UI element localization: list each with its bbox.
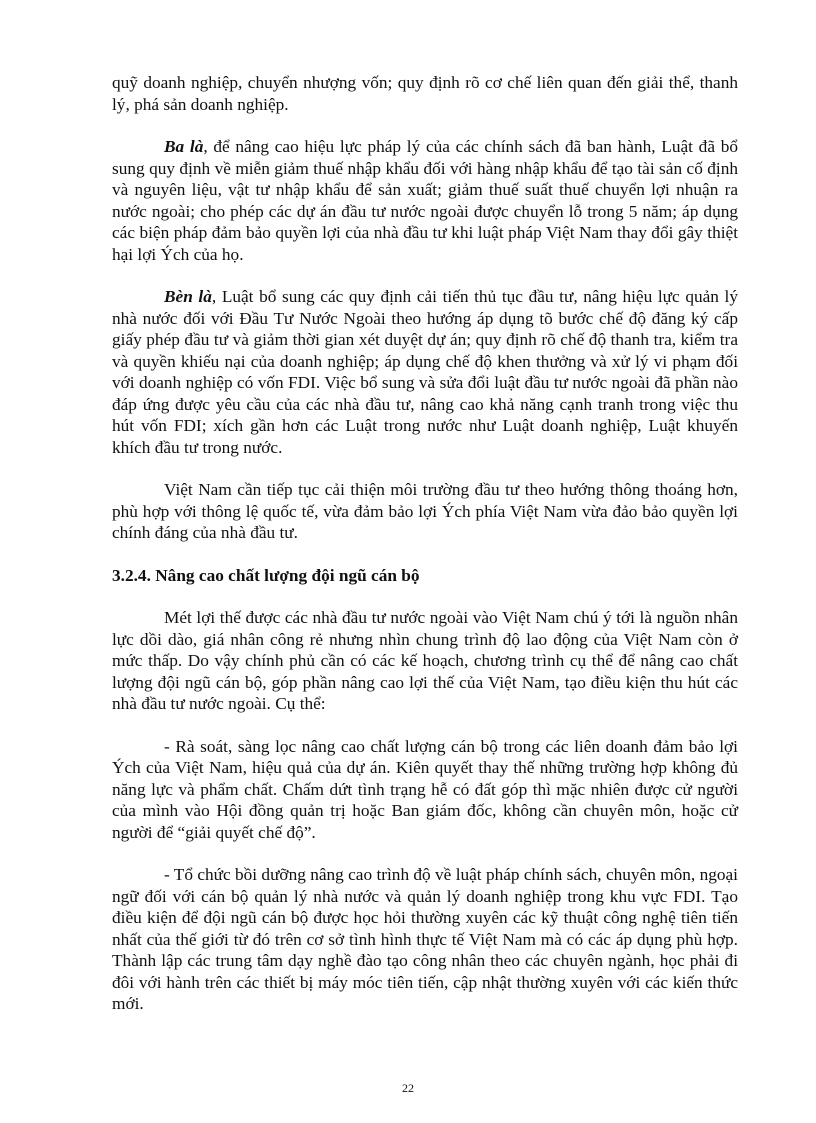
section-heading: 3.2.4. Nâng cao chất lượng đội ngũ cán bộ	[112, 565, 420, 585]
paragraph-3	[112, 286, 738, 458]
paragraph-3-lead: Bèn là	[164, 287, 212, 306]
paragraph-6: - Rà soát, sàng lọc nâng cao chất lượng cán bộ trong các liên doanh đảm bảo lợi Ých của Việt Nam, hiệu quả của dự án. Kiên quyết thay thế những trường hợp không đủ năng lực và phẩm chất. Chấm dứt tình trạng hễ có đất góp thì mặc nhiên được cử người của mình vào Hội đồng quản trị hoặc Ban giám đốc, không cần chuyên môn, hoặc cử người để “giải quyết chế độ”.	[112, 736, 738, 842]
page-number: 22	[402, 1081, 414, 1095]
document-page	[112, 72, 738, 1036]
paragraph-7: - Tổ chức bồi dưỡng nâng cao trình độ về luật pháp chính sách, chuyên môn, ngoại ngữ đối với cán bộ quản lý nhà nước và quản lý doanh nghiệp trong khu vực FDI. Tạo điều kiện để đội ngũ cán bộ được học hỏi thường xuyên các kỹ thuật công nghệ tiên tiến nhất của thế giới từ đó trên cơ sở tình hình thực tế Việt Nam mà có các áp dụng phù hợp. Thành lập các trung tâm dạy nghề đào tạo công nhân theo các chuyên ngành, học phải đi đôi với hành trên các thiết bị máy móc tiên tiến, cập nhật thường xuyên với các kiến thức mới.	[112, 865, 738, 1013]
paragraph-2-body: , để nâng cao hiệu lực pháp lý của các chính sách đã ban hành, Luật đã bổ sung quy định về miễn giảm thuế nhập khẩu đối với hàng nhập khẩu để tạo tài sản cố định và nguyên liệu, vật tư nhập khẩu để sản xuất; giảm thuế suất thuế chuyển lợi nhuận ra nước ngoài; cho phép các dự án đầu tư nước ngoài được chuyển lỗ trong 5 năm; áp dụng các biện pháp đảm bảo quyền lợi của nhà đầu tư khi luật pháp Việt Nam thay đổi gây thiệt hại lợi Ých của họ.	[112, 137, 738, 264]
paragraph-3-body: , Luật bổ sung các quy định cải tiến thủ tục đầu tư, nâng hiệu lực quản lý nhà nước đối với Đầu Tư Nước Ngoài theo hướng áp dụng tõ bước chế độ đăng ký cấp giấy phép đầu tư và giảm thời gian xét duyệt dự án; quy định rõ chế độ thanh tra, kiểm tra và quyền khiếu nại của doanh nghiệp; áp dụng chế độ khen thưởng và xử lý vi phạm đối với doanh nghiệp có vốn FDI. Việc bổ sung và sửa đổi luật đầu tư nước ngoài đã phần nào đáp ứng được yêu cầu của các nhà đầu tư, nâng cao khả năng cạnh tranh trong việc thu hút vốn FDI; xích gần hơn các Luật trong nước như Luật doanh nghiệp, Luật khuyến khích đầu tư trong nước.	[112, 287, 738, 457]
paragraph-5: Mét lợi thế được các nhà đầu tư nước ngoài vào Việt Nam chú ý tới là nguồn nhân lực dồi dào, giá nhân công rẻ nhưng nhìn chung trình độ lao động của Việt Nam còn ở mức thấp. Do vậy chính phủ cần có các kế hoạch, chương trình cụ thể để nâng cao chất lượng đội ngũ cán bộ, góp phần nâng cao lợi thế của Việt Nam, tạo điều kiện thu hút các nhà đầu tư nước ngoài. Cụ thể:	[112, 608, 738, 713]
paragraph-2	[112, 136, 738, 265]
paragraph-2-lead: Ba là	[164, 137, 204, 156]
paragraph-4: Việt Nam cần tiếp tục cải thiện môi trường đầu tư theo hướng thông thoáng hơn, phù hợp với thông lệ quốc tế, vừa đảm bảo lợi Ých phía Việt Nam vừa đảo bảo quyền lợi chính đáng của nhà đầu tư.	[112, 480, 738, 542]
paragraph-1: quỹ doanh nghiệp, chuyển nhượng vốn; quy định rõ cơ chế liên quan đến giải thể, thanh lý, phá sản doanh nghiệp.	[112, 73, 738, 114]
